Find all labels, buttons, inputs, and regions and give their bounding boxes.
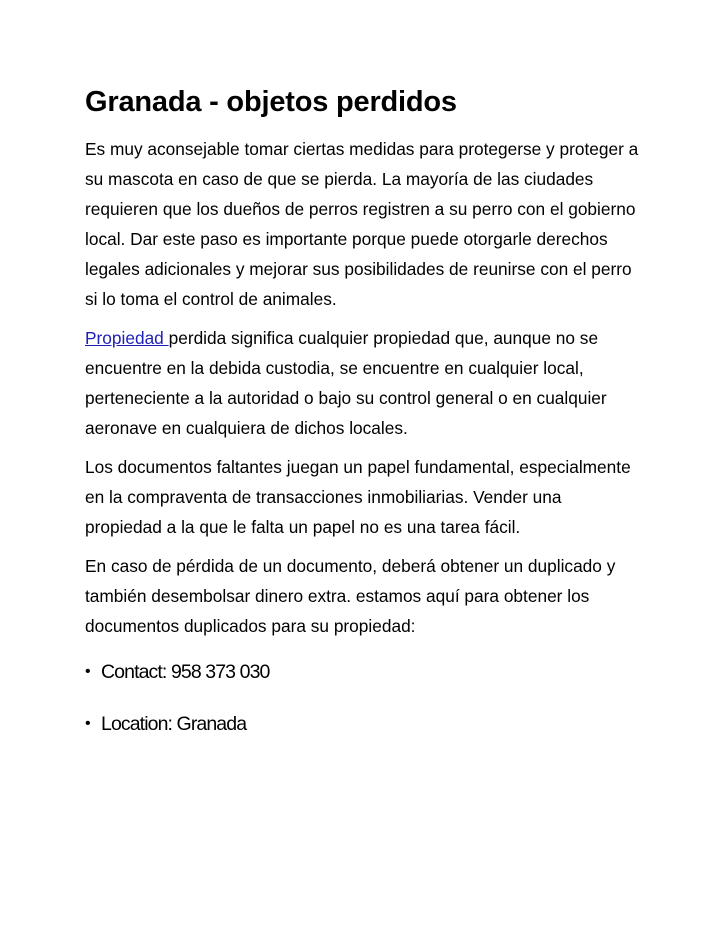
location-item: [85, 709, 640, 739]
paragraph-lost-property: [85, 323, 640, 443]
page-title: Granada - objetos perdidos: [85, 86, 457, 118]
contact-text: Contact: 958 373 030: [101, 661, 270, 683]
bullet-icon: •: [85, 715, 90, 732]
contact-list: [85, 657, 640, 739]
document-page: [85, 82, 640, 761]
paragraph-duplicates: En caso de pérdida de un documento, deberá obtener un duplicado y también desembolsar dinero extra. estamos aquí para obtener los documentos duplicados para su propiedad:: [85, 556, 616, 636]
location-text: Location: Granada: [101, 713, 247, 735]
propiedad-link[interactable]: Propiedad: [85, 328, 169, 348]
paragraph-missing-documents: Los documentos faltantes juegan un papel fundamental, especialmente en la compraventa de transacciones inmobiliarias. Vender una propiedad a la que le falta un papel no es una tarea fácil.: [85, 457, 631, 537]
contact-item: [85, 657, 640, 687]
paragraph-lost-property-text: perdida significa cualquier propiedad que, aunque no se encuentre en la debida custodia, se encuentre en cualquier local, perteneciente a la autoridad o bajo su control general o en cualquier aeronave en cualquiera de dichos locales.: [85, 328, 607, 438]
paragraph-pets: Es muy aconsejable tomar ciertas medidas para protegerse y proteger a su mascota en caso de que se pierda. La mayoría de las ciudades requieren que los dueños de perros registren a su perro con el gobierno local. Dar este paso es importante porque puede otorgarle derechos legales adicionales y mejorar sus posibilidades de reunirse con el perro si lo toma el control de animales.: [85, 139, 639, 309]
bullet-icon: •: [85, 663, 90, 680]
